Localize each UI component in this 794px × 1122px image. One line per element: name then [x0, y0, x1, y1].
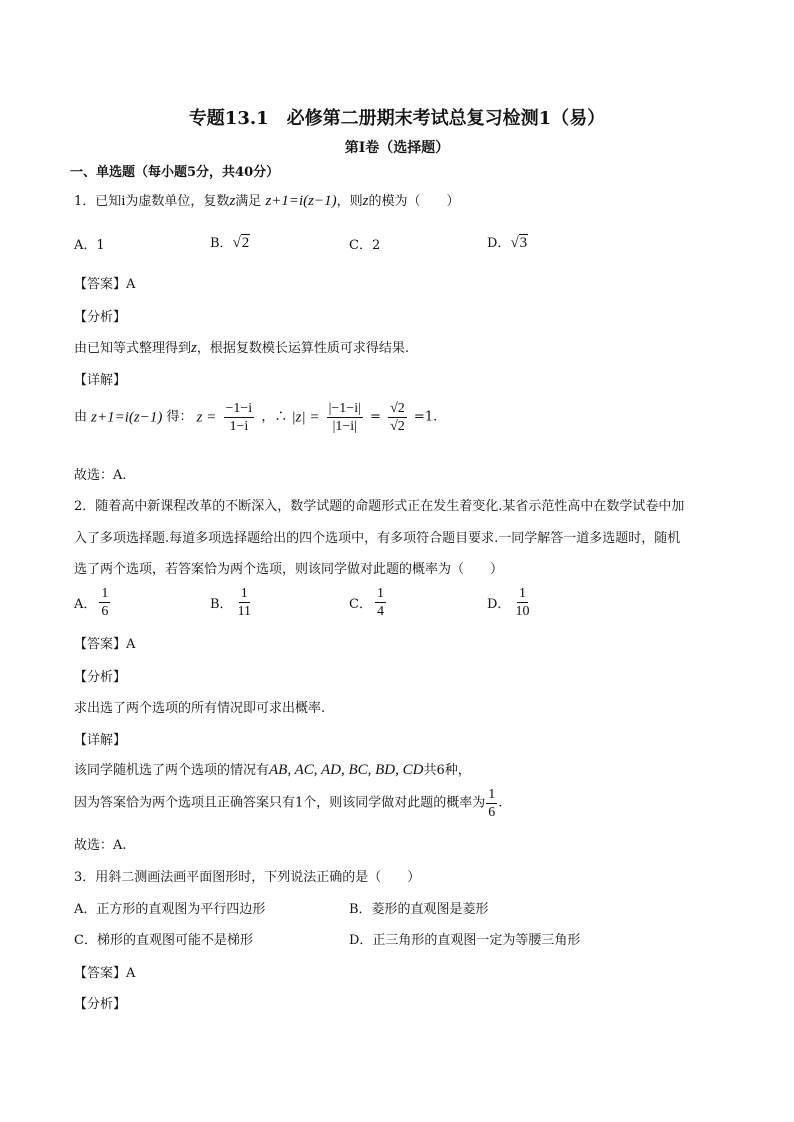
q1-stem-a: 1．已知i为虚数单位，复数 — [74, 194, 230, 209]
q1-stem-d: 的模为（ ） — [368, 194, 460, 209]
q1-result: =1. — [413, 409, 438, 425]
q2-option-b-num: 1 — [240, 586, 248, 601]
q1-fraction-2-num: |−1−i| — [328, 401, 361, 416]
q2-option-a-den: 6 — [101, 604, 109, 619]
q1-choice: 故选：A. — [74, 468, 127, 483]
q2-option-d-num: 1 — [518, 586, 526, 601]
q2-detail-line1 — [74, 759, 471, 779]
q1-z: z — [229, 193, 236, 209]
q1-analysis-b: ，根据复数模长运算性质可求得结果. — [196, 341, 409, 356]
q1-detail-b: 得： — [166, 409, 193, 425]
q2-stem-line3: 选了两个选项，若答案恰为两个选项，则该同学做对此题的概率为（ ） — [74, 562, 504, 577]
q3-answer: 【答案】A — [74, 966, 136, 981]
q1-analysis-a: 由已知等式整理得到 — [74, 341, 192, 356]
q2-analysis-label: 【分析】 — [74, 670, 127, 685]
q1-option-d-label: D． — [487, 236, 511, 251]
q2-detail2-a: 因为答案恰为两个选项且正确答案只有1个，则该同学做对此题的概率为 — [74, 795, 486, 811]
section-heading: 一、单选题（每小题5分，共40分） — [70, 165, 280, 180]
q2-choice: 故选：A. — [74, 838, 127, 853]
q2-detail1-b: 共6种， — [423, 763, 471, 778]
q1-fraction-2 — [327, 400, 363, 435]
q2-option-c — [349, 585, 389, 620]
q1-stem — [74, 190, 460, 210]
q2-option-d-den: 10 — [515, 604, 530, 619]
q1-option-b-value: 2 — [241, 235, 250, 251]
q3-option-a: A．正方形的直观图为平行四边形 — [74, 902, 266, 917]
q2-option-a — [74, 585, 113, 620]
q3-analysis-label: 【分析】 — [74, 997, 127, 1012]
q1-stem-c: ，则 — [336, 194, 363, 209]
q2-option-b-den: 11 — [237, 604, 252, 619]
q1-analysis-z: z — [191, 340, 197, 356]
q2-option-a-num: 1 — [101, 586, 109, 601]
q1-option-b — [210, 232, 250, 252]
q1-stem-b: 满足 — [235, 194, 262, 209]
q2-option-d-fraction — [513, 585, 531, 620]
q2-option-c-num: 1 — [376, 586, 384, 601]
q1-equation: z+1=i(z−1) — [265, 193, 337, 209]
q1-abs-z: |z| = — [291, 409, 320, 426]
q2-detail2-b: . — [498, 795, 503, 811]
q1-option-c: C．2 — [349, 238, 381, 253]
q3-option-d: D．正三角形的直观图一定为等腰三角形 — [349, 933, 581, 948]
q1-fraction-1 — [224, 400, 255, 435]
sqrt-symbol: √3 — [510, 235, 528, 251]
q2-option-a-fraction — [99, 585, 110, 620]
q3-stem: 3．用斜二测画法画平面图形时，下列说法正确的是（ ） — [74, 870, 421, 885]
q2-detail2-den: 6 — [488, 805, 496, 820]
q1-detail-a: 由 — [74, 409, 88, 425]
q1-detail-zeq: z = — [196, 409, 217, 426]
q2-option-b — [210, 585, 256, 620]
q2-detail1-pairs: AB, AC, AD, BC, BD, CD — [269, 762, 424, 778]
q1-detail-c: ，∴ — [261, 409, 288, 425]
q1-option-d-value: 3 — [519, 235, 528, 251]
q1-fraction-3 — [388, 400, 407, 435]
q2-detail2-num: 1 — [488, 787, 496, 802]
q2-option-c-fraction — [375, 585, 386, 620]
q2-option-d-label: D． — [487, 597, 511, 612]
q1-analysis-label: 【分析】 — [74, 310, 127, 325]
sqrt-symbol: √2 — [232, 235, 250, 251]
q2-stem-line2: 入了多项选择题.每道多项选择题给出的四个选项中，有多项符合题目要求.一同学解答一道多选题时，随机 — [74, 531, 681, 546]
q1-answer: 【答案】A — [74, 277, 136, 292]
q1-fraction-1-num: −1−i — [225, 401, 253, 416]
q1-analysis — [74, 337, 409, 357]
q1-option-d — [487, 232, 528, 252]
q1-detail-label: 【详解】 — [74, 373, 127, 388]
q1-fraction-2-den: |1−i| — [332, 419, 357, 434]
q2-option-b-label: B． — [210, 597, 233, 612]
q3-option-c: C．梯形的直观图可能不是梯形 — [74, 933, 253, 948]
q1-detail-equation: z+1=i(z−1) — [91, 409, 163, 426]
q2-stem-line1: 2．随着高中新课程改革的不断深入，数学试题的命题形式正在发生着变化.某省示范性高中在数学试卷中加 — [74, 499, 685, 514]
page-subtitle: 第Ⅰ卷（选择题） — [344, 140, 450, 156]
q1-fraction-1-den: 1−i — [229, 419, 249, 434]
q2-detail-line2 — [74, 786, 502, 821]
q2-option-d — [487, 585, 534, 620]
q2-analysis: 求出选了两个选项的所有情况即可求出概率. — [74, 701, 326, 716]
q2-option-a-label: A． — [74, 597, 97, 612]
q1-option-a: A．1 — [74, 238, 105, 253]
q2-detail-label: 【详解】 — [74, 733, 127, 748]
q1-equals: = — [370, 409, 381, 425]
q2-option-c-label: C． — [349, 597, 372, 612]
page-title: 专题13.1 必修第二册期末考试总复习检测1（易） — [188, 108, 606, 129]
q1-z2: z — [362, 193, 369, 209]
q1-fraction-3-den: √2 — [390, 419, 405, 434]
q1-fraction-3-num: √2 — [390, 401, 405, 416]
q2-detail1-a: 该同学随机选了两个选项的情况有 — [74, 763, 270, 778]
q2-detail2-fraction — [486, 786, 497, 821]
q1-option-b-label: B． — [210, 236, 233, 251]
q2-option-b-fraction — [236, 585, 253, 620]
q1-detail-line — [74, 400, 437, 435]
q3-option-b: B．菱形的直观图是菱形 — [349, 902, 489, 917]
q2-answer: 【答案】A — [74, 637, 136, 652]
q2-option-c-den: 4 — [376, 604, 384, 619]
